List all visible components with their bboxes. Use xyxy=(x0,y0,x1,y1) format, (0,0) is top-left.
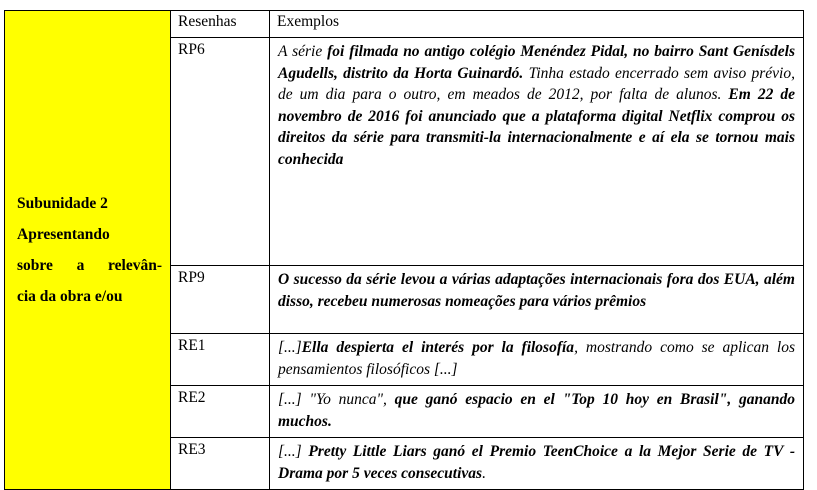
review-code: RP6 xyxy=(171,38,270,266)
review-code: RE2 xyxy=(171,386,270,438)
example-run: A série xyxy=(278,43,328,60)
example-run: . xyxy=(482,464,486,482)
example-text xyxy=(270,38,804,266)
review-code: RE1 xyxy=(171,334,270,386)
subunit-line: Subunidade 2 xyxy=(17,195,108,212)
example-bold-run: O sucesso da série levou a várias adaptações internacionais fora dos EUA, além disso, recebeu numerosas nomeações para vários prêmios xyxy=(278,271,795,310)
subunit-line: cia da obra e/ou xyxy=(17,288,123,305)
example-run: , mostrando como se aplican los pensamientos filosóficos [...] xyxy=(278,339,795,378)
document-table xyxy=(4,10,804,490)
example-run: [...] "Yo nunca", xyxy=(278,391,395,408)
example-bold-run: Em 22 de novembro de 2016 foi anunciado que a plataforma digital Netflix comprou os direitos da série para transmiti-la internacionalmente e aí ela se tornou mais conhecida xyxy=(278,86,796,168)
example-run: [...] xyxy=(278,339,302,356)
example-text xyxy=(270,438,804,490)
subunit-label xyxy=(5,188,170,312)
subunit-line: sobre a relevân- xyxy=(17,257,162,274)
example-bold-run: que ganó espacio en el "Top 10 hoy en Brasil", ganando muchos. xyxy=(278,391,795,430)
header-exemplos: Exemplos xyxy=(270,11,804,38)
header-row xyxy=(5,11,804,38)
example-bold-run: Pretty Little Liars ganó el Premio TeenChoice a la Mejor Serie de TV - Drama por 5 veces consecutivas xyxy=(278,443,795,482)
review-code: RP9 xyxy=(171,266,270,334)
example-bold-run: foi filmada no antigo colégio Menéndez Pidal, no bairro Sant Genísdels Agudells, distrito da Horta Guinardó. xyxy=(278,43,795,82)
subunit-line: Apresentando xyxy=(17,226,110,243)
example-text xyxy=(270,386,804,438)
example-bold-run: Ella despierta el interés por la filosofía xyxy=(301,339,575,356)
review-code: RE3 xyxy=(171,438,270,490)
example-text xyxy=(270,334,804,386)
example-text xyxy=(270,266,804,334)
example-run: [...] xyxy=(278,443,309,460)
header-resenhas: Resenhas xyxy=(171,11,270,38)
example-run: Tinha estado encerrado sem aviso prévio, de um dia para o outro, em meados de 2012, por falta de alunos. xyxy=(278,64,795,103)
